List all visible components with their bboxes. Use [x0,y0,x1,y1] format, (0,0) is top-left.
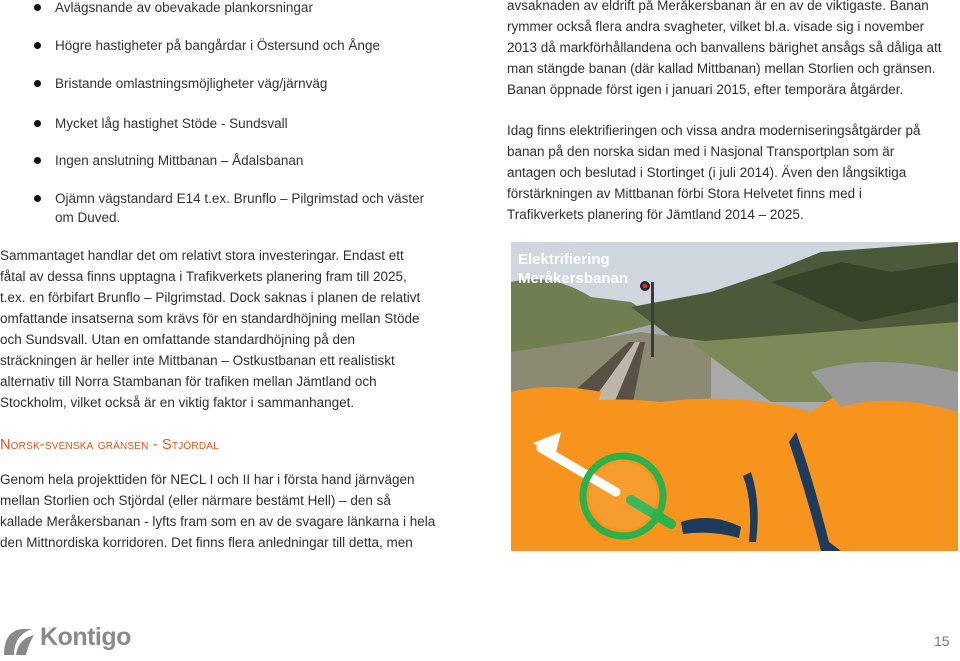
paragraph-line: och Sundsvall. Utan en omfattande standardhöjning på den [0,332,356,347]
paragraph-line: rymmer också flera andra svagheter, vilket bl.a. visade sig i november [507,19,925,34]
figure-title-line: Elektrifiering [518,251,610,268]
right-paragraph-1 [507,0,960,100]
paragraph-line: den Mittnordiska korridoren. Det finns flera anledningar till detta, men [0,535,413,550]
paragraph-line: alternativ till Norra Stambanan för trafiken mellan Jämtland och [0,374,377,389]
list-item-text: Mycket låg hastighet Stöde - Sundsvall [55,116,288,131]
paragraph-line: t.ex. en förbifart Brunflo – Pilgrimstad. Dock saknas i planen de relativt [0,290,421,305]
logo-text: Kontigo [40,623,131,651]
logo-mark-icon [0,625,36,661]
paragraph-line: antagen och beslutad i Stortinget (i juli 2014). Även den långsiktiga [507,165,907,180]
paragraph-line: man stängde banan (där kallad Mittbanan) mellan Storlien och gränsen. [507,61,936,76]
paragraph-line: förstärkningen av Mittbanan förbi Stora Helvetet finns med i [507,186,862,201]
signal-light [643,284,648,289]
electrification-figure [511,242,958,551]
kontigo-logo [0,625,200,661]
list-item-text: Ingen anslutning Mittbanan – Ådalsbanan [55,153,304,168]
bullet-icon [34,42,41,49]
figure-title [518,250,628,288]
bullet-icon [34,4,41,11]
figure-title-line: Meråkersbanan [518,270,629,287]
figure-illustration [511,242,958,551]
paragraph-line: 2013 då markförhållandena och banvallens bärighet ansågs så dåliga att [507,40,942,55]
list-item-text: Ojämn vägstandard E14 t.ex. Brunflo – Pilgrimstad och väster om Duved. [55,191,425,225]
bullet-icon [34,80,41,87]
paragraph-line: Trafikverkets planering för Jämtland 2014 – 2025. [507,207,804,222]
right-paragraph-2 [507,120,960,225]
bullet-icon [34,195,41,202]
signal-post [651,282,654,357]
paragraph-line: Banan öppnade först igen i januari 2015, efter temporära åtgärder. [507,82,904,97]
paragraph-line: Stockholm, vilket också är en viktig faktor i sammanhanget. [0,395,355,410]
summary-paragraph [0,245,468,413]
paragraph-line: banan på den norska sidan med i Nasjonal Transportplan som är [507,144,895,159]
paragraph-line: omfattande insatserna som krävs för en standardhöjning mellan Stöde [0,311,420,326]
bullet-icon [34,157,41,164]
page-number: 15 [934,633,950,649]
paragraph-line: avsaknaden av eldrift på Meråkersbanan är en av de viktigaste. Banan [507,0,929,13]
list-item-text: Högre hastigheter på bangårdar i Östersund och Ånge [55,38,380,53]
section-heading: Norsk-svenska gränsen - Stjördal [0,437,219,453]
paragraph-line: kallade Meråkersbanan - lyfts fram som en av de svagare länkarna i hela [0,514,436,529]
paragraph-line: Idag finns elektrifieringen och vissa andra moderniseringsåtgärder på [507,123,921,138]
list-item-text: Avlägsnande av obevakade plankorsningar [55,0,313,15]
section-paragraph [0,469,468,553]
paragraph-line: fåtal av dessa finns upptagna i Trafikverkets planering fram till 2025, [0,269,407,284]
paragraph-line: mellan Storlien och Stjördal (eller närmare bestämt Hell) – den så [0,493,391,508]
bullet-icon [34,120,41,127]
paragraph-line: Genom hela projekttiden för NECL I och II har i första hand järnvägen [0,472,415,487]
paragraph-line: sträckningen är heller inte Mittbanan – Ostkustbanan ett realistiskt [0,353,395,368]
list-item-text: Bristande omlastningsmöjligheter väg/järnväg [55,76,328,91]
paragraph-line: Sammantaget handlar det om relativt stora investeringar. Endast ett [0,248,404,263]
